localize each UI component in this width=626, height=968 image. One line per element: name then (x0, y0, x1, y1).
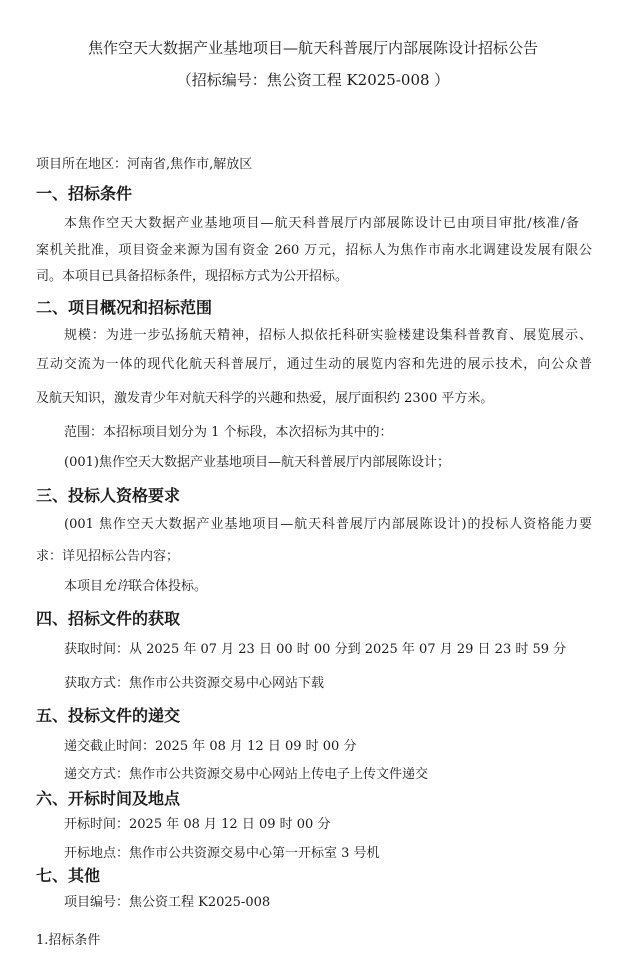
section-heading-6: 六、开标时间及地点 (36, 789, 181, 808)
section-heading-1: 一、招标条件 (36, 184, 133, 203)
paragraph-line: 递交方式：焦作市公共资源交易中心网站上传电子上传文件递交 (64, 767, 429, 782)
paragraph-line: 开标时间：2025 年 08 月 12 日 09 时 00 分 (64, 817, 331, 832)
consortium-suffix: 联合体投标。 (129, 579, 208, 594)
paragraph-line: 司。本项目已具备招标条件，现招标方式为公开招标。 (36, 269, 349, 284)
consortium-note (64, 578, 207, 596)
paragraph-line: (001 焦作空天大数据产业基地项目—航天科普展厅内部展陈设计)的投标人资格能力要 (64, 517, 592, 532)
paragraph-line: 本焦作空天大数据产业基地项目—航天科普展厅内部展陈设计已由项目审批/核准/备 (64, 216, 579, 231)
paragraph-line: 项目编号：焦公资工程 K2025-008 (64, 895, 271, 910)
section-heading-7: 七、其他 (36, 866, 101, 885)
section-heading-4: 四、招标文件的获取 (36, 609, 181, 628)
paragraph-line: 及航天知识，激发青少年对航天科学的兴趣和热爱，展厅面积约 2300 平方米。 (36, 391, 494, 406)
section-heading-5: 五、投标文件的递交 (36, 706, 181, 725)
paragraph-line: 开标地点：焦作市公共资源交易中心第一开标室 3 号机 (64, 846, 380, 861)
paragraph-line: 范围：本招标项目划分为 1 个标段，本次招标为其中的： (64, 425, 393, 440)
lot-item: (001)焦作空天大数据产业基地项目—航天科普展厅内部展陈设计； (64, 455, 450, 470)
paragraph-line: 求：详见招标公告内容； (36, 549, 180, 564)
paragraph-line: 获取方式：焦作市公共资源交易中心网站下载 (64, 676, 325, 691)
section-heading-2: 二、项目概况和招标范围 (36, 298, 213, 317)
paragraph-line: 递交截止时间：2025 年 08 月 12 日 09 时 00 分 (64, 739, 357, 754)
consortium-prefix: 本项目 (64, 579, 104, 594)
paragraph-line: 互动交流为一体的现代化航天科普展厅，通过生动的展览内容和先进的展示技术，向公众普 (36, 357, 592, 372)
document-title: 焦作空天大数据产业基地项目—航天科普展厅内部展陈设计招标公告 (87, 39, 538, 57)
tender-number: （招标编号：焦公资工程 K2025-008 ） (176, 71, 450, 89)
consortium-value: 允许 (103, 579, 130, 594)
project-region: 项目所在地区：河南省,焦作市,解放区 (36, 157, 253, 172)
paragraph-line: 案机关批准，项目资金来源为国有资金 260 万元，招标人为焦作市南水北调建设发展有限公 (36, 243, 592, 258)
footer-item: 1.招标条件 (36, 933, 101, 948)
paragraph-line: 获取时间：从 2025 年 07 月 23 日 00 时 00 分到 2025 年 07 月 29 日 23 时 59 分 (64, 642, 567, 657)
paragraph-line: 规模：为进一步弘扬航天精神，招标人拟依托科研实验楼建设集科普教育、展览展示、 (64, 328, 592, 343)
section-heading-3: 三、投标人资格要求 (36, 486, 181, 505)
